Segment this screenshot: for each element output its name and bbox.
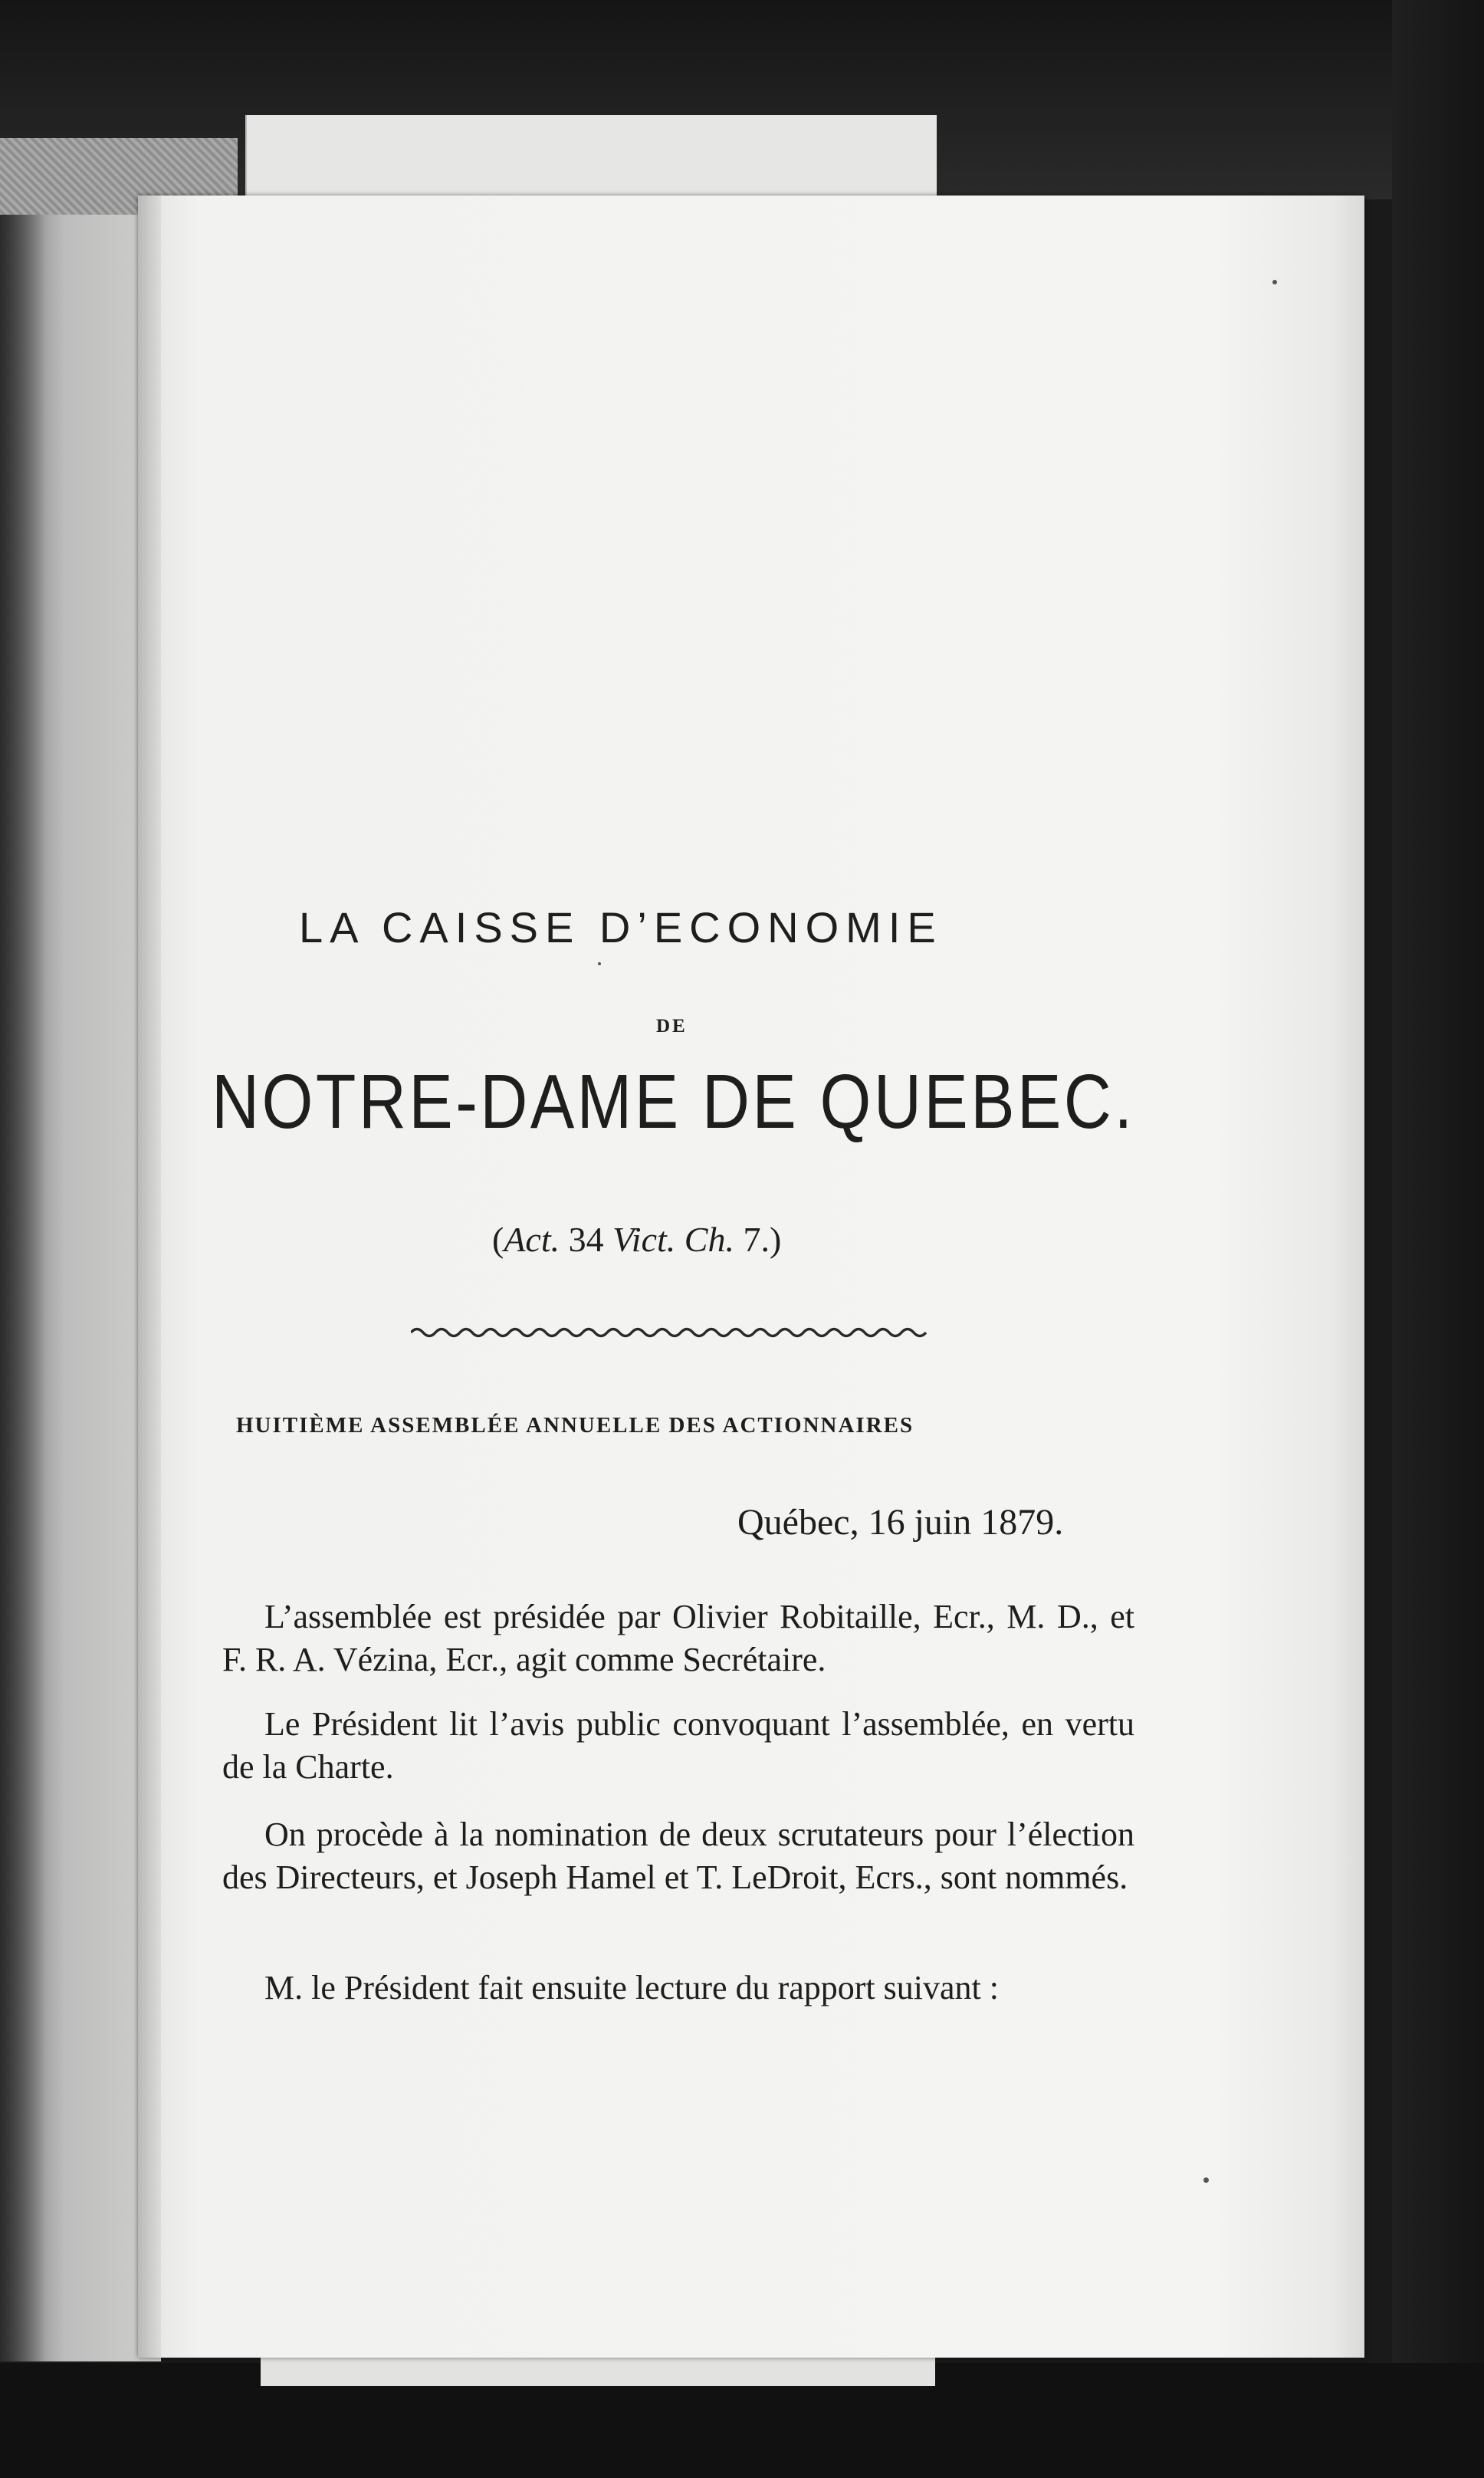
paragraph: On procède à la nomination de deux scrutateurs pour l’élection des Directeurs, et Joseph Hamel et T. LeDroit, Ecrs., sont nommés.: [222, 1816, 1134, 1896]
paragraph: M. le Président fait ensuite lecture du rapport suivant :: [264, 1969, 999, 2006]
paper-speck: [598, 962, 601, 965]
dateline: Québec, 16 juin 1879.: [737, 1502, 1064, 1543]
book-cover-shadow: [0, 215, 46, 2361]
paper-speck: [1203, 2177, 1209, 2183]
document-page: [138, 196, 1364, 2358]
page-gutter: [138, 196, 161, 2358]
scanner-background-right: [1392, 0, 1484, 2478]
heading-line-2: NOTRE-DAME DE QUEBEC.: [212, 1059, 1135, 1145]
act-open-paren: (: [492, 1220, 504, 1259]
act-chapter: 7.): [734, 1220, 782, 1259]
act-number: 34: [560, 1220, 613, 1259]
heading-connector: DE: [656, 1016, 688, 1037]
act-label: Act.: [504, 1220, 560, 1259]
subheading: HUITIÈME ASSEMBLÉE ANNUELLE DES ACTIONNAIRES: [236, 1413, 914, 1438]
decorative-wavy-rule: [411, 1323, 932, 1343]
paper-strip-bottom: [261, 2354, 935, 2386]
act-vict-label: Vict. Ch.: [612, 1220, 734, 1259]
act-reference: [492, 1219, 781, 1260]
paragraph: L’assemblée est présidée par Olivier Robitaille, Ecr., M. D., et F. R. A. Vézina, Ecr., agit comme Secrétaire.: [222, 1598, 1134, 1678]
heading-line-1: LA CAISSE D’ECONOMIE: [299, 903, 943, 951]
paragraph: Le Président lit l’avis public convoquant l’assemblée, en vertu de la Charte.: [222, 1705, 1134, 1786]
paper-speck: [1272, 280, 1277, 284]
